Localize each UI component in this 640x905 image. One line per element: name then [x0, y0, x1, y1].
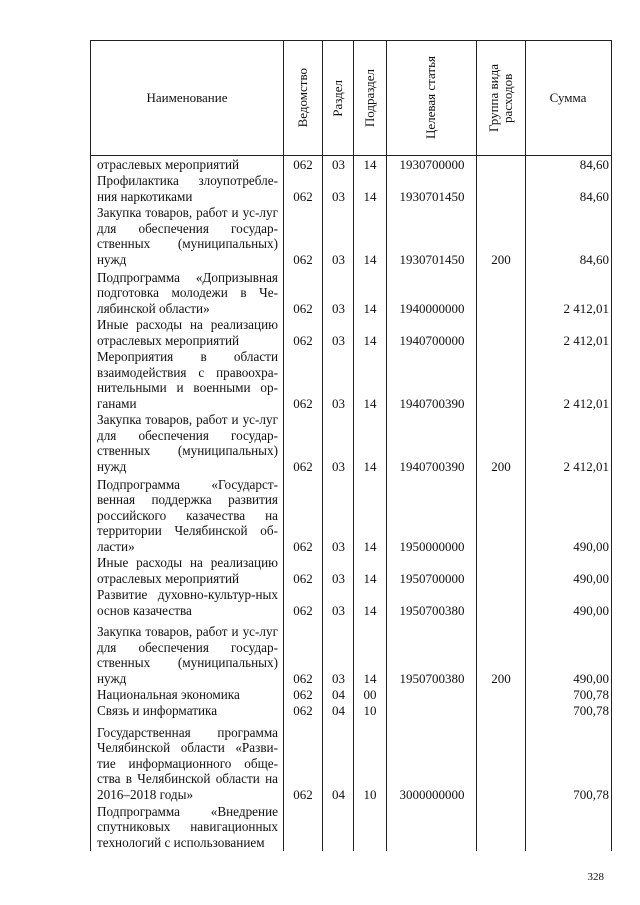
- row-section: 03: [332, 157, 345, 172]
- row-sum: 490,00: [573, 539, 609, 554]
- row-department: 062: [293, 252, 313, 267]
- row-subsection: 10: [363, 703, 377, 718]
- row-name: Иные расходы на реализацию отраслевых мероприятий: [97, 555, 278, 586]
- row-target-article: 1950700000: [399, 571, 465, 586]
- row-sum: 490,00: [573, 603, 609, 618]
- page-number: 328: [587, 871, 604, 883]
- budget-table: [90, 40, 612, 851]
- header-subsection: Подраздел: [361, 68, 377, 128]
- row-expense-group: 200: [491, 252, 511, 267]
- header-sum-cell: [525, 41, 611, 155]
- row-name: Закупка товаров, работ и ус-луг для обеспечения государ-ственных (муниципальных) нужд: [97, 205, 278, 267]
- row-section: 03: [332, 333, 345, 348]
- table-row: [91, 204, 611, 267]
- row-subsection: 00: [363, 687, 377, 702]
- table-header: [91, 41, 611, 156]
- header-name: Наименование: [146, 90, 228, 105]
- row-section: 04: [332, 703, 345, 718]
- row-section: 04: [332, 787, 345, 802]
- table-row: [91, 411, 611, 474]
- row-section: 04: [332, 687, 345, 702]
- row-target-article: 1940700000: [399, 333, 465, 348]
- row-sum: [526, 835, 611, 850]
- table-row: [91, 802, 611, 850]
- table-row: [91, 156, 611, 172]
- header-target-article: Целевая статья: [423, 56, 438, 140]
- row-subsection: 14: [363, 671, 377, 686]
- row-name: Подпрограмма «Допризывная подготовка молодежи в Че-лябинской области»: [97, 269, 278, 316]
- table-row: [91, 618, 611, 686]
- table-row: [91, 586, 611, 618]
- row-department: 062: [293, 301, 313, 316]
- row-subsection: 14: [363, 539, 377, 554]
- header-department-cell: [283, 41, 322, 155]
- row-department: 062: [293, 396, 313, 411]
- header-department: Ведомство: [294, 68, 310, 128]
- row-sum: 84,60: [579, 252, 609, 267]
- row-section: 03: [332, 539, 345, 554]
- row-name: Национальная экономика: [97, 686, 240, 702]
- row-name: Закупка товаров, работ и ус-луг для обеспечения государ-ственных (муниципальных) нужд: [97, 624, 278, 686]
- row-expense-group: 200: [491, 459, 511, 474]
- row-name: Подпрограмма «Государст-венная поддержка развития российского казачества на территории Челябинской об-ласти»: [97, 476, 278, 554]
- row-subsection: 14: [363, 189, 377, 204]
- row-subsection: 14: [363, 571, 377, 586]
- row-name: Мероприятия в области взаимодействия с правоохра-нительными и военными ор-ганами: [97, 349, 278, 411]
- table-row: [91, 702, 611, 718]
- row-target-article: 1940000000: [399, 301, 465, 316]
- row-name: Подпрограмма «Внедрение спутниковых навигационных технологий с использованием: [97, 803, 278, 850]
- row-sum: 2 412,01: [563, 333, 609, 348]
- header-target-article-cell: [386, 41, 476, 155]
- row-sum: 490,00: [573, 571, 609, 586]
- row-section: 03: [332, 189, 345, 204]
- table-row: [91, 554, 611, 586]
- row-target-article: 3000000000: [399, 787, 465, 802]
- row-target-article: 1940700390: [399, 459, 465, 474]
- row-department: 062: [293, 703, 313, 718]
- row-department: 062: [293, 787, 313, 802]
- row-subsection: 14: [363, 301, 377, 316]
- row-department: 062: [293, 189, 313, 204]
- header-subsection-cell: [353, 41, 386, 155]
- row-subsection: 14: [363, 603, 377, 618]
- row-department: 062: [293, 459, 313, 474]
- row-sum: 700,78: [573, 703, 609, 718]
- header-expense-group: Группа вида расходов: [485, 64, 515, 132]
- row-sum: 2 412,01: [563, 459, 609, 474]
- row-section: 03: [332, 603, 345, 618]
- row-name: Профилактика злоупотребле-ния наркотиками: [97, 173, 278, 204]
- row-target-article: 1950700380: [399, 603, 465, 618]
- row-target-article: 1930701450: [399, 189, 465, 204]
- table-row: [91, 718, 611, 802]
- table-row: [91, 474, 611, 554]
- table-row: [91, 348, 611, 411]
- row-subsection: 14: [363, 333, 377, 348]
- row-subsection: 14: [363, 459, 377, 474]
- row-name: Иные расходы на реализацию отраслевых мероприятий: [97, 317, 278, 348]
- row-sum: 84,60: [579, 157, 609, 172]
- row-subsection: 14: [363, 157, 377, 172]
- row-section: 03: [332, 671, 345, 686]
- header-section-cell: [322, 41, 353, 155]
- row-department: 062: [293, 671, 313, 686]
- row-department: 062: [293, 687, 313, 702]
- row-target-article: 1950000000: [399, 539, 465, 554]
- table-row: [91, 172, 611, 204]
- header-sum: Сумма: [549, 90, 587, 105]
- row-section: 03: [332, 459, 345, 474]
- row-target-article: 1940700390: [399, 396, 465, 411]
- row-name: Связь и информатика: [97, 702, 218, 718]
- row-department: 062: [293, 603, 313, 618]
- header-name-cell: [91, 41, 283, 155]
- row-sum: 2 412,01: [563, 301, 609, 316]
- row-sum: 490,00: [573, 671, 609, 686]
- row-target-article: 1930701450: [399, 252, 465, 267]
- row-subsection: 14: [363, 252, 377, 267]
- table-row: [91, 686, 611, 702]
- header-section: Раздел: [329, 79, 345, 117]
- row-sum: 700,78: [573, 787, 609, 802]
- row-department: 062: [293, 157, 313, 172]
- table-row: [91, 316, 611, 348]
- row-subsection: 14: [363, 396, 377, 411]
- row-department: 062: [293, 333, 313, 348]
- row-sum: 2 412,01: [563, 396, 609, 411]
- row-sum: 700,78: [573, 687, 609, 702]
- row-department: 062: [293, 539, 313, 554]
- row-name: отраслевых мероприятий: [97, 156, 240, 172]
- row-subsection: 10: [363, 787, 377, 802]
- row-section: 03: [332, 301, 345, 316]
- row-name: Развитие духовно-культур-ных основ казачества: [97, 587, 278, 618]
- row-target-article: 1930700000: [399, 157, 465, 172]
- row-target-article: 1950700380: [399, 671, 465, 686]
- row-section: 03: [332, 396, 345, 411]
- row-sum: 84,60: [579, 189, 609, 204]
- table-row: [91, 267, 611, 316]
- row-section: 03: [332, 571, 345, 586]
- row-department: 062: [293, 571, 313, 586]
- row-name: Государственная программа Челябинской области «Разви-тие информационного обще-ства в Челябинской области на 2016–2018 годы»: [97, 724, 278, 802]
- header-expense-group-cell: [476, 41, 525, 155]
- row-section: 03: [332, 252, 345, 267]
- row-expense-group: 200: [491, 671, 511, 686]
- row-name: Закупка товаров, работ и ус-луг для обеспечения государ-ственных (муниципальных) нужд: [97, 412, 278, 474]
